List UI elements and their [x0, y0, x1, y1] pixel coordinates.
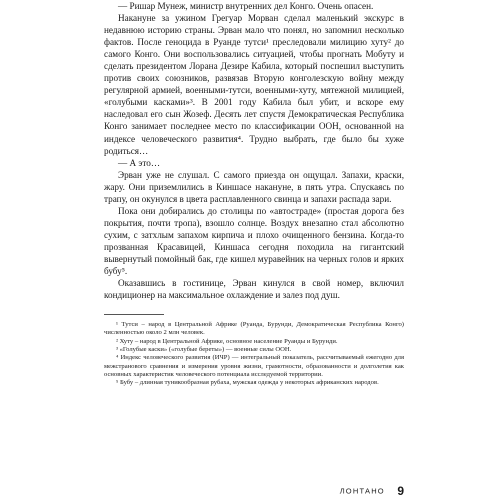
page-number: 9 — [397, 483, 404, 498]
footnote: ² Хуту – народ в Центральной Африке, основное население Руанды и Бурунди. — [116, 337, 338, 345]
footnotes — [104, 321, 404, 387]
footnote: ³ «Голубые каски» («голубые береты») — военные силы ООН. — [116, 346, 292, 354]
footnote: ⁵ Бубу – длинная туникообразная рубаха, мужская одежда у некоторых африканских народов. — [116, 379, 379, 387]
paragraph: Оказавшись в гостинице, Эрван кинулся в свой номер, включил кондиционер на максимальное охлаждение и залез под душ. — [104, 278, 404, 301]
paragraph: — А это… — [118, 157, 161, 168]
page-footer — [104, 482, 404, 496]
paragraph: Пока они добирались до столицы по «автостраде» (простая дорога без покрытия, почти тропа), взошло солнце. Воздух внезапно стал абсолютно сухим, с затхлым запахом кирпича и плохо очищенного бензина. Когда-то прозванная Красавицей, Киншаса сегодня походила на гигантский вывернутый помойный бак, где кишел муравейник на черных голов и ярких бубу⁵. — [104, 205, 404, 277]
paragraph: Эрван уже не слушал. С самого приезда он ощущал. Запахи, краски, жару. Они приземлились в Киншасе накануне, в пять утра. Спускаясь по трапу, он окунулся в цвета расплавленного свинца и запахи распада зари. — [104, 169, 404, 204]
main-text — [104, 0, 404, 301]
footnote: ¹ Тутси – народ в Центральной Африке (Руанда, Бурунди, Демократическая Республика Конго) численностью около 2 млн человек. — [104, 321, 404, 337]
footnote-divider — [104, 314, 164, 315]
paragraph: — Ришар Мунеж, министр внутренних дел Конго. Очень опасен. — [118, 1, 374, 11]
footnote: ⁴ Индекс человеческого развития (ИЧР) — интегральный показатель, рассчитываемый ежегодно для межстранового сравнения и измерения уровня жизни, грамотности, образованности и долголетия как основных характеристик человеческого потенциала исследуемой территории. — [104, 354, 404, 378]
running-title: ЛОНТАНО — [339, 486, 385, 496]
paragraph: Накануне за ужином Грегуар Морван сделал маленький экскурс в недавнюю историю страны. Эрван мало что понял, но запомнил несколько фактов. После геноцида в Руанде тутси¹ преследовали милицию хуту² до самого Конго. Они воспользовались ситуацией, чтобы прогнать Мобуту и сделать президентом Лорана Дезире Кабила, который поспешил выступить против своих союзников, развязав Вторую конголезскую войну между регулярной армией, военными-тутси, военными-хуту, мятежной милицией, «голубыми касками»³. В 2001 году Кабила был убит, и вскоре ему наследовал его сын Жозеф. Десять лет спустя Демократическая Республика Конго занимает последнее место по классификации ООН, основанной на индексе человеческого развития⁴. Трудно выбрать, где было бы хуже родиться… — [104, 13, 404, 156]
book-page — [104, 0, 404, 500]
